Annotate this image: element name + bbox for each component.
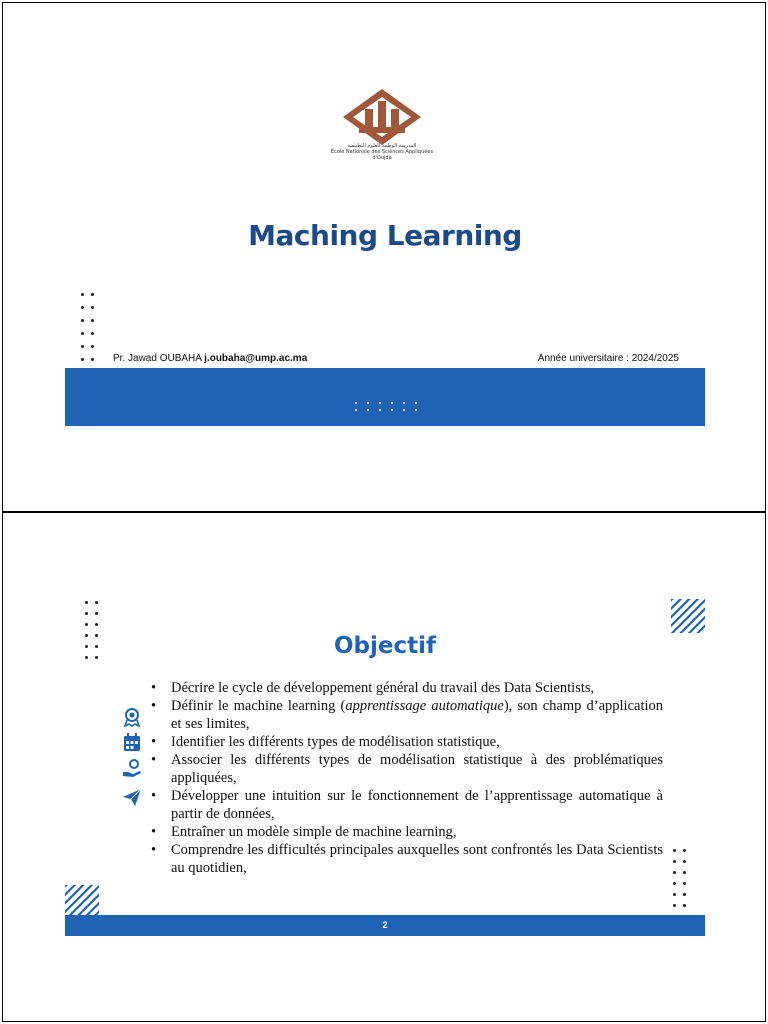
- decorative-dot: [85, 612, 88, 615]
- decorative-dot: [367, 409, 369, 411]
- objective-item: • Associer les différents types de modélisation statistique à des problématiques appliquées,: [149, 751, 663, 787]
- objectives-slide: [2, 512, 766, 1022]
- decorative-dot: [81, 319, 84, 322]
- decorative-hatch-top-right: [671, 599, 705, 633]
- decorative-dot: [81, 345, 84, 348]
- decorative-dot: [415, 409, 417, 411]
- objective-item: • Développer une intuition sur le fonctionnement de l’apprentissage automatique à partir de données,: [149, 787, 663, 823]
- objective-emphasis: apprentissage automatique: [345, 698, 504, 714]
- decorative-dot: [673, 871, 676, 874]
- hand-coin-icon: [121, 759, 143, 779]
- decorative-dot: [673, 882, 676, 885]
- objective-item: • Comprendre les difficultés principales auxquelles sont confrontés les Data Scientists au quotidien,: [149, 841, 663, 877]
- decorative-dot: [81, 293, 84, 296]
- decorative-dot: [391, 409, 393, 411]
- decorative-dot: [379, 409, 381, 411]
- decorative-dot: [81, 306, 84, 309]
- course-title: Maching Learning: [248, 219, 522, 252]
- footer-band: [65, 915, 705, 936]
- decorative-dot: [95, 612, 98, 615]
- decorative-dot: [391, 402, 393, 404]
- author-line: [113, 353, 307, 364]
- decorative-dot: [85, 601, 88, 604]
- logo-caption: [325, 143, 439, 161]
- decorative-dot: [91, 319, 94, 322]
- page-number: 2: [382, 920, 388, 930]
- title-slide: [2, 2, 766, 512]
- award-icon: [121, 707, 143, 727]
- decorative-dot: [91, 332, 94, 335]
- decorative-dot: [403, 402, 405, 404]
- decorative-dot: [683, 849, 686, 852]
- decorative-dot: [683, 893, 686, 896]
- decorative-dot: [379, 402, 381, 404]
- decorative-dot: [367, 402, 369, 404]
- objective-item: • Identifier les différents types de modélisation statistique,: [149, 733, 663, 751]
- decorative-dot: [91, 358, 94, 361]
- decorative-dot: [683, 871, 686, 874]
- decorative-dot: [673, 904, 676, 907]
- decorative-dot: [91, 306, 94, 309]
- objectives-title: Objectif: [333, 633, 437, 659]
- decorative-hatch-bottom-left: [65, 885, 99, 919]
- decorative-dot: [81, 332, 84, 335]
- decorative-dot: [683, 882, 686, 885]
- footer-band: [65, 368, 705, 426]
- objective-item: • Entraîner un modèle simple de machine learning,: [149, 823, 663, 841]
- objective-text: Définir le machine learning (: [171, 698, 346, 714]
- objective-item: [149, 697, 663, 733]
- logo-caption-ar: المدرسة الوطنية للعلوم التطبيقية: [347, 143, 417, 149]
- objectives-list: [149, 679, 663, 877]
- decorative-dot: [85, 623, 88, 626]
- decorative-dot: [355, 402, 357, 404]
- decorative-dot: [91, 293, 94, 296]
- decorative-dot: [95, 601, 98, 604]
- decorative-dot-grid-right: [673, 849, 693, 913]
- logo-caption-fr: École Nationale des Sciences Appliquées d'Oujda: [330, 149, 434, 161]
- objective-item: • Décrire le cycle de développement général du travail des Data Scientists,: [149, 679, 663, 697]
- decorative-dot-grid: [81, 293, 101, 363]
- decorative-dot: [683, 860, 686, 863]
- decorative-dot: [673, 893, 676, 896]
- paper-plane-icon: [121, 787, 143, 807]
- decorative-dot: [355, 409, 357, 411]
- decorative-dot: [673, 849, 676, 852]
- academic-year: Année universitaire : 2024/2025: [537, 353, 679, 364]
- author-name: Pr. Jawad OUBAHA: [113, 353, 205, 364]
- decorative-dot: [95, 623, 98, 626]
- decorative-dot: [81, 358, 84, 361]
- decorative-dot: [673, 860, 676, 863]
- decorative-dot: [91, 345, 94, 348]
- objective-text: ), son champ d’application et ses limites,: [171, 698, 664, 732]
- calendar-icon: [121, 733, 143, 753]
- decorative-dot: [683, 904, 686, 907]
- footer-dot-pattern: [355, 402, 425, 414]
- author-email[interactable]: j.oubaha@ump.ac.ma: [204, 353, 308, 364]
- decorative-dot: [415, 402, 417, 404]
- decorative-dot: [403, 409, 405, 411]
